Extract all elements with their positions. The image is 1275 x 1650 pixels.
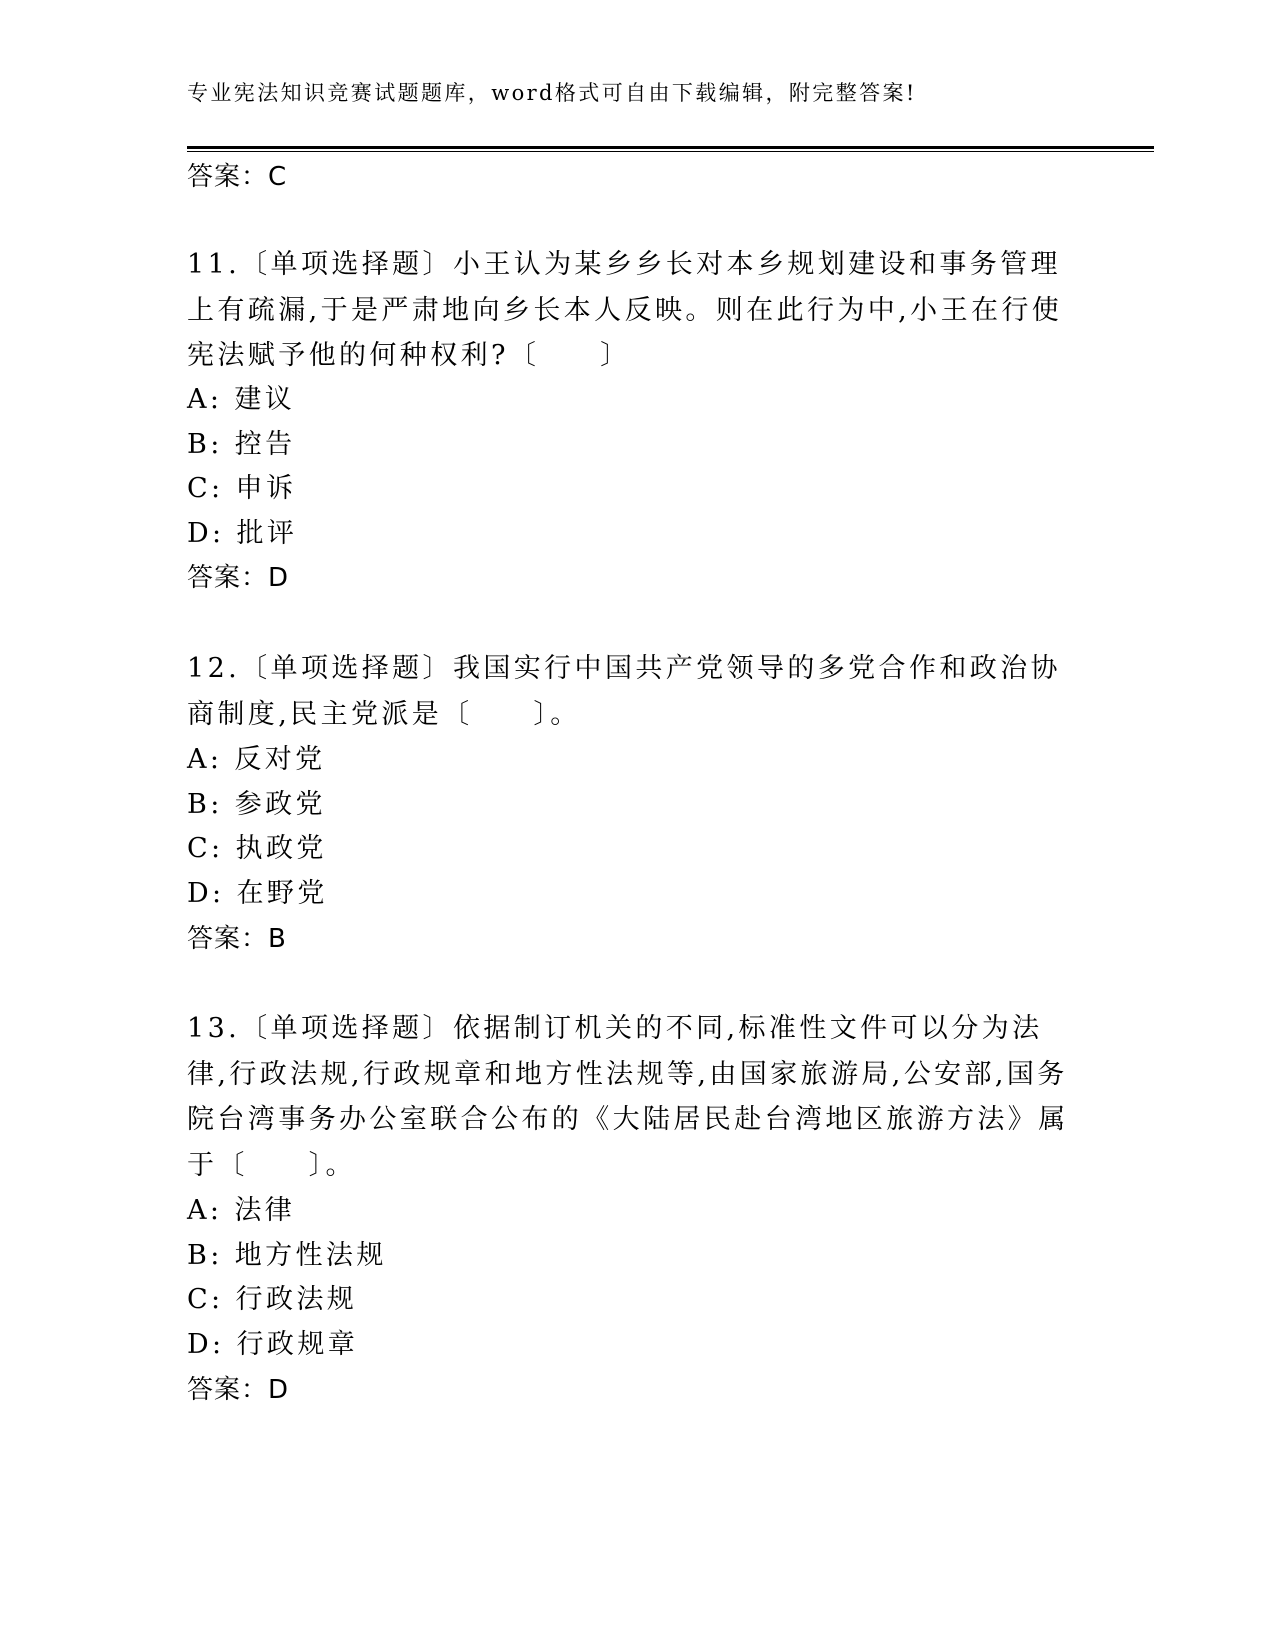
question-11-option-a: A: 建议 <box>187 384 296 415</box>
question-13-option-d: D: 行政规章 <box>187 1329 359 1360</box>
question-12-option-a: A: 反对党 <box>187 744 326 775</box>
question-11-option-d: D: 批评 <box>187 518 298 549</box>
question-13-option-c: C: 行政法规 <box>187 1284 358 1315</box>
question-12-stem: 12.〔单项选择题〕我国实行中国共产党领导的多党合作和政治协商制度,民主党派是〔 〕。 <box>187 653 1061 730</box>
question-13-answer: 答案：D <box>187 1375 290 1405</box>
previous-answer: 答案：C <box>187 162 288 192</box>
question-13-option-b: B: 地方性法规 <box>187 1240 387 1271</box>
question-12-answer: 答案：B <box>187 924 287 954</box>
header-rule-thick <box>187 146 1154 149</box>
question-11-answer: 答案：D <box>187 563 290 593</box>
question-11-stem: 11.〔单项选择题〕小王认为某乡乡长对本乡规划建设和事务管理上有疏漏,于是严肃地向乡长本人反映。则在此行为中,小王在行使宪法赋予他的何种权利?〔 〕 <box>187 249 1063 371</box>
question-13-option-a: A: 法律 <box>187 1195 296 1226</box>
question-11-option-c: C: 申诉 <box>187 473 297 504</box>
question-12-option-d: D: 在野党 <box>187 878 328 909</box>
question-12-option-c: C: 执政党 <box>187 833 327 864</box>
document-header: 专业宪法知识竞赛试题题库，word格式可自由下载编辑，附完整答案! <box>187 81 917 105</box>
question-12-option-b: B: 参政党 <box>187 789 326 820</box>
header-rule-thin <box>187 151 1154 152</box>
question-13-stem: 13.〔单项选择题〕依据制订机关的不同,标准性文件可以分为法律,行政法规,行政规章和地方性法规等,由国家旅游局,公安部,国务院台湾事务办公室联合公布的《大陆居民赴台湾地区旅游方法》属于〔 〕。 <box>187 1013 1069 1181</box>
question-11-option-b: B: 控告 <box>187 429 296 460</box>
